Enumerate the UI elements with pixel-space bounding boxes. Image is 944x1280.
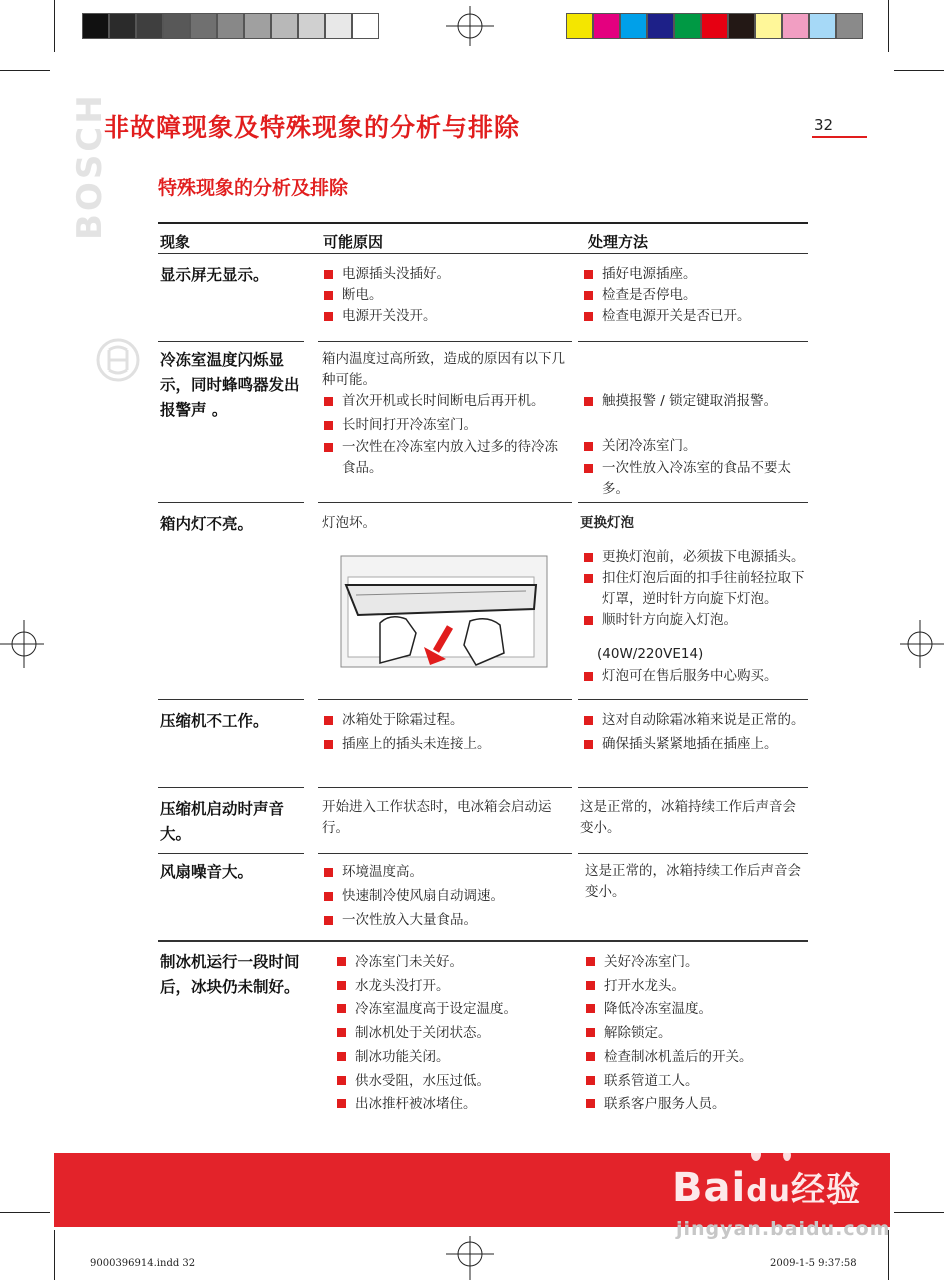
list-item: 解除锁定。 xyxy=(584,1022,810,1046)
list-item: 长时间打开冷冻室门。 xyxy=(322,415,567,436)
row6-phenomenon: 风扇噪音大。 xyxy=(160,863,254,881)
row4-causes xyxy=(322,710,567,755)
row6-solution: 这是正常的，冰箱持续工作后声音会变小。 xyxy=(585,863,801,900)
row-rule xyxy=(158,940,808,942)
page-number-underline xyxy=(812,136,867,138)
brand-wordmark: BOSCH xyxy=(70,92,110,240)
list-item: 灯泡可在售后服务中心购买。 xyxy=(582,666,808,687)
gray-swatch xyxy=(325,13,352,39)
row5-solution: 这是正常的，冰箱持续工作后声音会变小。 xyxy=(580,799,796,836)
row-rule xyxy=(318,341,572,342)
gray-swatch xyxy=(190,13,217,39)
color-swatch xyxy=(836,13,863,39)
list-item: 制冰功能关闭。 xyxy=(335,1046,575,1070)
list-item: 出冰推杆被冰堵住。 xyxy=(335,1093,575,1117)
footer-timestamp: 2009-1-5 9:37:58 xyxy=(770,1258,857,1269)
gray-swatch xyxy=(271,13,298,39)
list-item: 降低冷冻室温度。 xyxy=(584,998,810,1022)
row2-cause-intro: 箱内温度过高所致，造成的原因有以下几种可能。 xyxy=(322,351,565,388)
table-top-rule xyxy=(158,222,808,224)
row-rule xyxy=(578,787,808,788)
row7-causes xyxy=(335,951,575,1117)
list-item: 制冰机处于关闭状态。 xyxy=(335,1022,575,1046)
row1-phenomenon: 显示屏无显示。 xyxy=(160,266,269,284)
list-item: 电源开关没开。 xyxy=(322,306,567,327)
list-item: 检查制冰机盖后的开关。 xyxy=(584,1046,810,1070)
header-solution: 处理方法 xyxy=(588,233,649,251)
row2-phenomenon: 冷冻室温度闪烁显示，同时蜂鸣器发出报警声 。 xyxy=(160,351,300,419)
row-rule xyxy=(318,853,572,854)
row7-phenomenon: 制冰机运行一段时间后，冰块仍未制好。 xyxy=(160,953,300,996)
row2-solutions xyxy=(582,391,808,500)
row5-phenomenon: 压缩机启动时声音大。 xyxy=(160,800,285,843)
crop-mark xyxy=(894,70,944,71)
color-swatch xyxy=(701,13,728,39)
row-rule xyxy=(158,787,304,788)
watermark-url: jingyan.baidu.com xyxy=(676,1218,891,1240)
row-rule xyxy=(578,853,808,854)
baidu-jingyan: 经验 xyxy=(791,1170,862,1210)
gray-swatch xyxy=(217,13,244,39)
gray-swatch xyxy=(136,13,163,39)
color-swatch xyxy=(620,13,647,39)
crop-mark xyxy=(54,0,55,52)
color-swatch xyxy=(566,13,593,39)
list-item: 供水受阻，水压过低。 xyxy=(335,1070,575,1094)
list-item: 一次性放入大量食品。 xyxy=(322,910,567,931)
list-item: 打开水龙头。 xyxy=(584,975,810,999)
crop-mark xyxy=(894,1212,944,1213)
header-rule xyxy=(158,253,808,254)
list-item: 冷冻室门未关好。 xyxy=(335,951,575,975)
row3-solutions-extra xyxy=(582,666,808,687)
color-swatch xyxy=(755,13,782,39)
list-item: 一次性在冷冻室内放入过多的待冷冻食品。 xyxy=(322,437,567,479)
row7-solutions xyxy=(584,951,810,1117)
list-item: 扣住灯泡后面的扣手往前轻拉取下灯罩，逆时针方向旋下灯泡。 xyxy=(582,568,808,610)
color-swatch xyxy=(674,13,701,39)
row-rule xyxy=(578,699,808,700)
list-item: 联系管道工人。 xyxy=(584,1070,810,1094)
header-phenomenon: 现象 xyxy=(160,233,191,251)
list-item: 插好电源插座。 xyxy=(582,264,808,285)
list-item: 顺时针方向旋入灯泡。 xyxy=(582,610,808,631)
bulb-replacement-illustration xyxy=(340,555,548,668)
row4-phenomenon: 压缩机不工作。 xyxy=(160,712,269,730)
row3-solution-heading: 更换灯泡 xyxy=(580,515,634,531)
crop-mark xyxy=(888,0,889,52)
color-swatch xyxy=(647,13,674,39)
list-item: 检查电源开关是否已开。 xyxy=(582,306,808,327)
gray-swatch xyxy=(352,13,379,39)
row4-solutions xyxy=(582,710,814,755)
footer-file-info: 9000396914.indd 32 xyxy=(90,1258,196,1269)
list-item: 关好冷冻室门。 xyxy=(584,951,810,975)
page-title: 非故障现象及特殊现象的分析与排除 xyxy=(104,113,521,142)
registration-mark-icon xyxy=(440,6,500,46)
section-title: 特殊现象的分析及排除 xyxy=(158,177,349,199)
baidu-watermark-logo xyxy=(672,1162,861,1211)
list-item: 冰箱处于除霜过程。 xyxy=(322,710,567,731)
crop-mark xyxy=(54,1230,55,1280)
list-item: 水龙头没打开。 xyxy=(335,975,575,999)
list-item: 环境温度高。 xyxy=(322,862,567,883)
page-number: 32 xyxy=(814,116,834,134)
registration-mark-icon xyxy=(900,614,944,674)
registration-mark-icon xyxy=(440,1236,500,1280)
row3-phenomenon: 箱内灯不亮。 xyxy=(160,515,254,533)
list-item: 确保插头紧紧地插在插座上。 xyxy=(582,734,814,755)
registration-mark-icon xyxy=(0,614,44,674)
row-rule xyxy=(318,787,572,788)
color-swatch xyxy=(809,13,836,39)
row-rule xyxy=(158,853,304,854)
row-rule xyxy=(158,502,304,503)
row2-causes xyxy=(322,391,567,479)
row5-cause: 开始进入工作状态时，电冰箱会启动运行。 xyxy=(322,799,552,836)
list-item: 插座上的插头未连接上。 xyxy=(322,734,567,755)
list-item: 这对自动除霜冰箱来说是正常的。 xyxy=(582,710,814,731)
bosch-logo-icon xyxy=(96,338,140,382)
list-item: 断电。 xyxy=(322,285,567,306)
list-item: 一次性放入冷冻室的食品不要太多。 xyxy=(582,458,808,500)
row3-solutions xyxy=(582,547,808,631)
list-item: 关闭冷冻室门。 xyxy=(582,436,808,457)
row1-solutions xyxy=(582,264,808,327)
gray-swatch xyxy=(82,13,109,39)
baidu-bai: Bai xyxy=(672,1165,747,1211)
gray-swatch xyxy=(244,13,271,39)
row6-causes xyxy=(322,862,567,931)
color-swatch xyxy=(728,13,755,39)
row-rule xyxy=(578,502,808,503)
color-swatch xyxy=(593,13,620,39)
list-item: 首次开机或长时间断电后再开机。 xyxy=(322,391,567,412)
list-item: 更换灯泡前，必须拔下电源插头。 xyxy=(582,547,808,568)
gray-swatch xyxy=(298,13,325,39)
row-rule xyxy=(158,699,304,700)
gray-swatch xyxy=(163,13,190,39)
gray-swatch xyxy=(109,13,136,39)
list-item: 触摸报警 / 锁定键取消报警。 xyxy=(582,391,808,412)
list-item: 电源插头没插好。 xyxy=(322,264,567,285)
list-item: 检查是否停电。 xyxy=(582,285,808,306)
color-swatch-bar xyxy=(566,13,863,39)
list-item: 联系客户服务人员。 xyxy=(584,1093,810,1117)
gray-swatch-bar xyxy=(82,13,379,39)
row-rule xyxy=(578,341,808,342)
baidu-du: du xyxy=(746,1174,792,1209)
row-rule xyxy=(318,699,572,700)
row3-cause: 灯泡坏。 xyxy=(322,515,376,531)
bulb-spec: (40W/220VE14) xyxy=(597,646,704,662)
header-cause: 可能原因 xyxy=(323,233,384,251)
crop-mark xyxy=(0,70,50,71)
row-rule xyxy=(318,502,572,503)
list-item: 快速制冷使风扇自动调速。 xyxy=(322,886,567,907)
row-rule xyxy=(158,341,304,342)
crop-mark xyxy=(0,1212,50,1213)
row1-causes xyxy=(322,264,567,327)
color-swatch xyxy=(782,13,809,39)
list-item: 冷冻室温度高于设定温度。 xyxy=(335,998,575,1022)
